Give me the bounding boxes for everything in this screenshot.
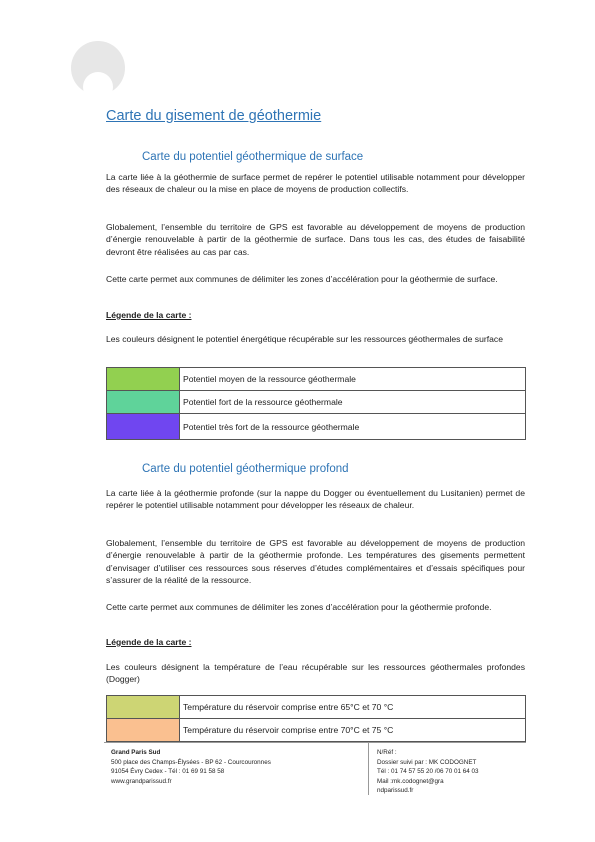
section-heading-deep: Carte du potentiel géothermique profond bbox=[142, 463, 349, 475]
legend-heading: Légende de la carte : bbox=[106, 310, 192, 320]
legend-intro: Les couleurs désignent la température de l’eau récupérable sur les ressources géothermales profondes (Dogger) bbox=[106, 662, 525, 685]
footer-contact bbox=[377, 748, 479, 796]
legend-row bbox=[107, 719, 526, 742]
paragraph: Globalement, l’ensemble du territoire de GPS est favorable au développement de moyens de production d’énergie renouvelable à partir de la géothermie de surface. Dans tous les cas, des études de faisabilité devront être réalisées au cas par cas. bbox=[106, 222, 525, 257]
footer-phone: Tél : 01 74 57 55 20 /06 70 01 64 03 bbox=[377, 768, 479, 776]
legend-row bbox=[107, 391, 526, 414]
footer-address bbox=[111, 748, 271, 786]
page-title: Carte du gisement de géothermie bbox=[106, 108, 322, 124]
paragraph: Cette carte permet aux communes de délimiter les zones d’accélération pour la géothermie profonde. bbox=[106, 602, 492, 612]
legend-label: Potentiel fort de la ressource géothermale bbox=[180, 391, 526, 414]
footer-address-line: 500 place des Champs-Élysées - BP 62 - Courcouronnes bbox=[111, 758, 271, 766]
legend-row bbox=[107, 368, 526, 391]
legend-intro: Les couleurs désignent le potentiel énergétique récupérable sur les ressources géothermales de surface bbox=[106, 334, 503, 344]
legend-table-surface bbox=[106, 367, 526, 440]
footer-followed-by: Dossier suivi par : MK CODOGNET bbox=[377, 758, 477, 766]
color-swatch bbox=[107, 719, 180, 742]
legend-label: Potentiel moyen de la ressource géothermale bbox=[180, 368, 526, 391]
legend-label: Potentiel très fort de la ressource géothermale bbox=[180, 414, 526, 440]
footer-column-divider bbox=[368, 743, 369, 795]
color-swatch bbox=[107, 391, 180, 414]
footer-ref: N/Réf : bbox=[377, 749, 397, 756]
logo bbox=[70, 40, 126, 96]
paragraph: Globalement, l’ensemble du territoire de GPS est favorable au développement de moyens de production d’énergie renouvelable à partir de la géothermie profonde. Les températures des gisements permettent d’envisager d’utiliser ces ressources sous réserves d’études complémentaires et d’essais spécifiques pour s’assurer de la réalité de la ressource. bbox=[106, 538, 525, 586]
section-heading-surface: Carte du potentiel géothermique de surface bbox=[142, 151, 364, 163]
paragraph: La carte liée à la géothermie profonde (sur la nappe du Dogger ou éventuellement du Lusitanien) permet de repérer le potentiel utilisable notamment pour développer les réseaux de chaleur. bbox=[106, 488, 525, 511]
footer-website: www.grandparissud.fr bbox=[111, 777, 172, 785]
legend-row bbox=[107, 414, 526, 440]
footer-org: Grand Paris Sud bbox=[111, 749, 161, 756]
legend-table-deep bbox=[106, 695, 526, 742]
legend-label: Température du réservoir comprise entre 65°C et 70 °C bbox=[180, 696, 526, 719]
paragraph: Cette carte permet aux communes de délimiter les zones d’accélération pour la géothermie de surface. bbox=[106, 274, 498, 284]
paragraph: La carte liée à la géothermie de surface permet de repérer le potentiel utilisable notamment pour développer des réseaux de chaleur ou la mise en place de moyens de production collectifs. bbox=[106, 172, 525, 195]
footer-mail-cont: ndparissud.fr bbox=[377, 787, 414, 795]
color-swatch bbox=[107, 696, 180, 719]
legend-heading: Légende de la carte : bbox=[106, 637, 192, 647]
legend-label: Température du réservoir comprise entre 70°C et 75 °C bbox=[180, 719, 526, 742]
footer-divider bbox=[104, 742, 526, 743]
legend-row bbox=[107, 696, 526, 719]
footer-address-line: 91054 Évry Cedex - Tél : 01 69 91 58 58 bbox=[111, 768, 225, 776]
color-swatch bbox=[107, 414, 180, 440]
color-swatch bbox=[107, 368, 180, 391]
footer-mail: Mail :mk.codognet@gra bbox=[377, 777, 444, 785]
